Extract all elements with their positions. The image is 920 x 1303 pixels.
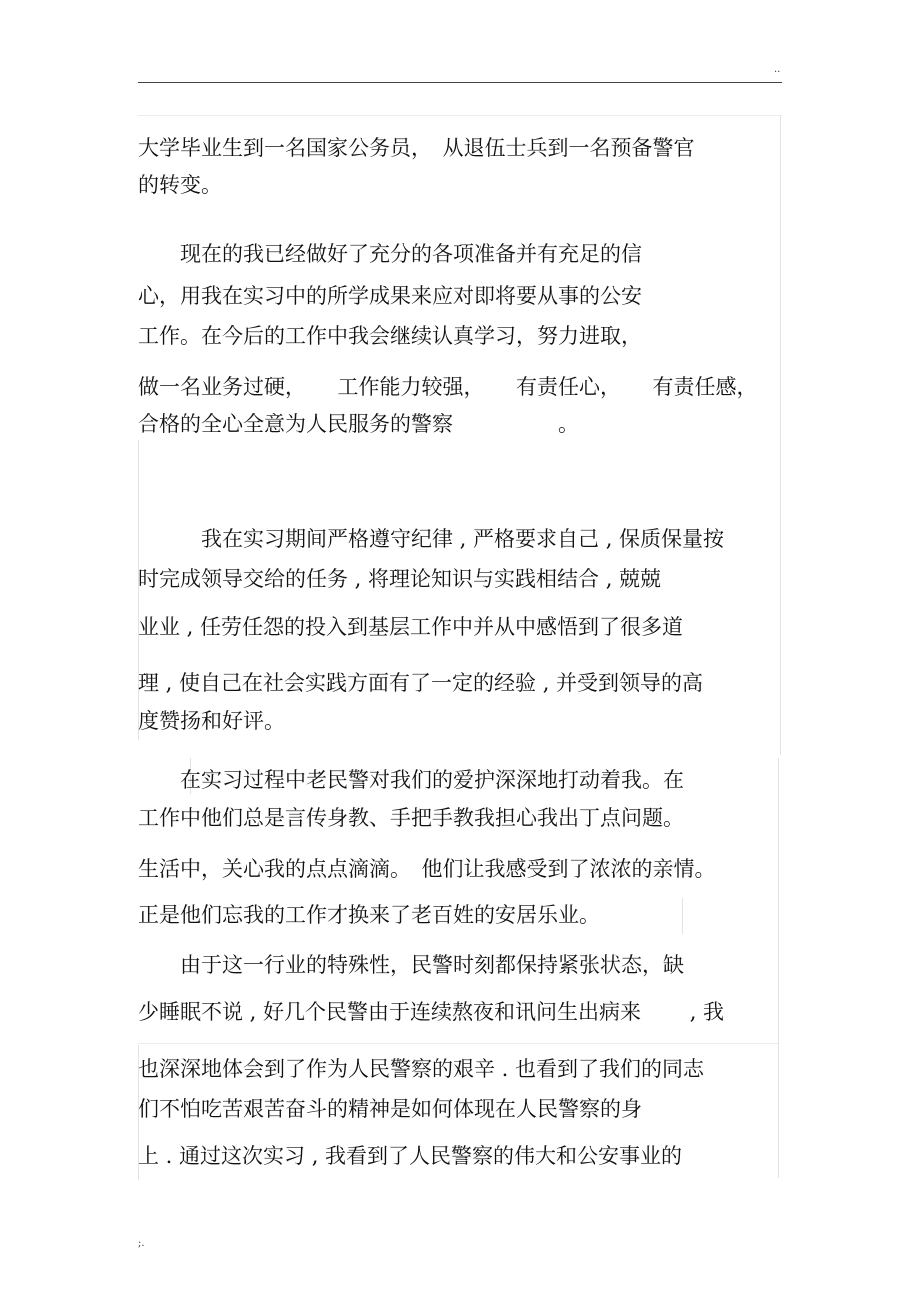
text-line: 现在的我已经做好了充分的各项准备并有充足的信 <box>138 242 642 266</box>
frame-right-line-2 <box>778 758 779 1178</box>
text-line: 们不怕吃苦艰苦奋斗的精神是如何体现在人民警察的身 <box>138 1097 642 1121</box>
frame-right-line <box>780 115 781 755</box>
text-line: 合格的全心全意为人民服务的警察 。 <box>138 412 579 436</box>
text-line: 我在实习期间严格遵守纪律 , 严格要求自己 , 保质保量按 <box>138 527 725 551</box>
text-line: 少睡眠不说 , 好几个民警由于连续熬夜和讯问生出病来 , 我 <box>138 1000 725 1024</box>
text-line: 心，用我在实习中的所学成果来应对即将要从事的公安 <box>138 284 642 308</box>
frame-inner-line <box>682 898 683 934</box>
text-line: 正是他们忘我的工作才换来了老百姓的安居乐业。 <box>138 903 600 927</box>
text-line: 时完成领导交给的任务 , 将理论知识与实践相结合 , 兢兢 <box>138 567 662 591</box>
text-line: 度赞扬和好评。 <box>138 709 285 733</box>
text-line: 工作中他们总是言传身教、手把手教我担心我出丁点问题。 <box>138 806 684 830</box>
frame-mid-line <box>138 1043 778 1044</box>
text-line: 理 , 使自己在社会实践方面有了一定的经验 , 并受到领导的高 <box>138 671 704 695</box>
text-line: 由于这一行业的特殊性，民警时刻都保持紧张状态，缺 <box>138 953 684 977</box>
text-line: 在实习过程中老民警对我们的爱护深深地打动着我。在 <box>138 768 684 792</box>
text-line: 业业 , 任劳任怨的投入到基层工作中并从中感悟到了很多道 <box>138 615 684 639</box>
frame-top-line <box>138 115 782 116</box>
text-line: 大学毕业生到一名国家公务员， 从退伍士兵到一名预备警官 <box>138 136 695 160</box>
text-line: 上 . 通过这次实习 , 我看到了人民警察的伟大和公安事业的 <box>138 1144 683 1168</box>
text-line: 也深深地体会到了作为人民警察的艰辛 . 也看到了我们的同志 <box>138 1057 705 1081</box>
header-mark: .. <box>774 64 781 75</box>
text-line: 生活中，关心我的点点滴滴。 他们让我感受到了浓浓的亲情。 <box>138 857 716 881</box>
text-line: 工作。在今后的工作中我会继续认真学习，努力进取， <box>138 324 642 348</box>
header-rule <box>138 82 782 83</box>
text-line: 做一名业务过硬， 工作能力较强， 有责任心， 有责任感， <box>138 375 758 399</box>
text-line: 的转变。 <box>138 173 222 197</box>
footer-mark: ;. <box>138 1238 145 1249</box>
